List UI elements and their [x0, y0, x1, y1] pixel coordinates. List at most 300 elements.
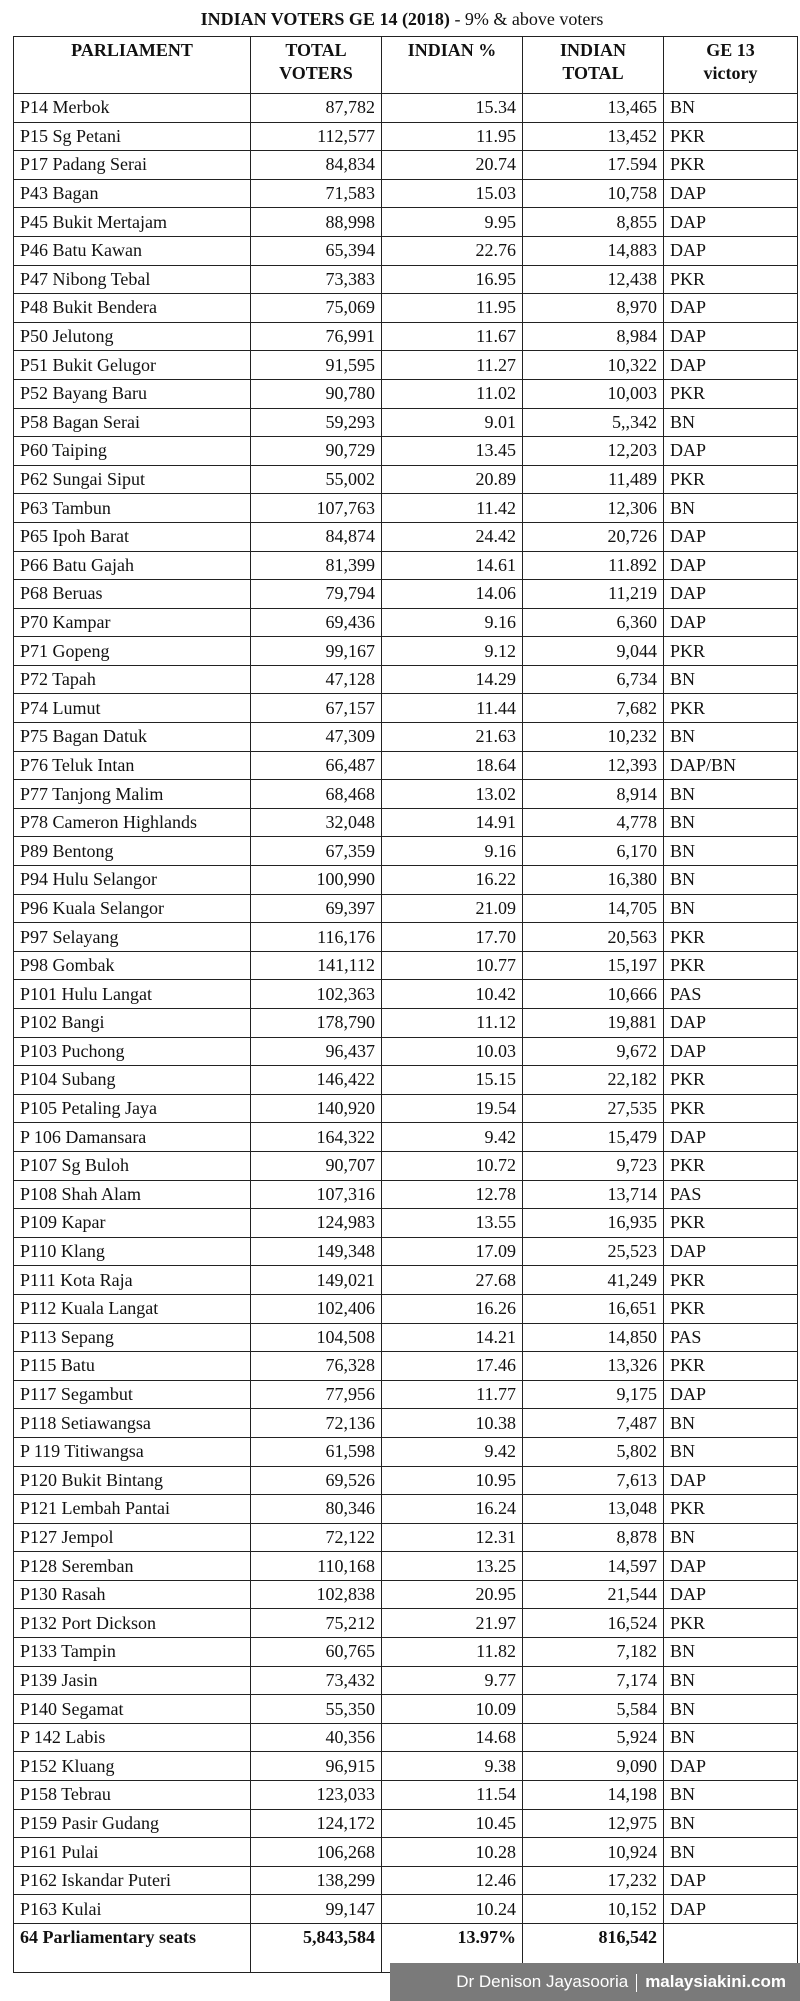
- total-voters-cell: 84,874: [251, 522, 382, 551]
- parliament-cell: P115 Batu: [14, 1352, 251, 1381]
- indian-total-cell: 10,924: [523, 1838, 664, 1867]
- indian-total-cell: 20,563: [523, 923, 664, 952]
- table-row: [14, 1380, 798, 1409]
- indian-percent-cell: 19.54: [382, 1094, 523, 1123]
- indian-percent-cell: 10.95: [382, 1466, 523, 1495]
- parliament-cell: P163 Kulai: [14, 1895, 251, 1924]
- total-voters-cell: 149,348: [251, 1237, 382, 1266]
- indian-total-cell: 25,523: [523, 1237, 664, 1266]
- ge13-victory-cell: BN: [664, 1523, 798, 1552]
- total-voters-cell: 67,157: [251, 694, 382, 723]
- column-header-2: [251, 37, 382, 94]
- indian-total-cell: 7,682: [523, 694, 664, 723]
- total-voters-cell: 72,136: [251, 1409, 382, 1438]
- parliament-cell: P97 Selayang: [14, 923, 251, 952]
- indian-total-cell: 5,,342: [523, 408, 664, 437]
- table-row: [14, 1695, 798, 1724]
- table-row: [14, 1809, 798, 1838]
- ge13-victory-cell: PAS: [664, 1180, 798, 1209]
- parliament-cell: P101 Hulu Langat: [14, 980, 251, 1009]
- header-line: VOTERS: [279, 63, 353, 83]
- title-rest: - 9% & above voters: [449, 9, 604, 29]
- indian-percent-cell: 9.38: [382, 1752, 523, 1781]
- ge13-victory-cell: BN: [664, 1781, 798, 1810]
- table-row: [14, 265, 798, 294]
- parliament-cell: P140 Segamat: [14, 1695, 251, 1724]
- indian-percent-cell: 10.72: [382, 1151, 523, 1180]
- indian-percent-cell: 11.95: [382, 122, 523, 151]
- indian-percent-cell: 11.95: [382, 294, 523, 323]
- table-row: [14, 1151, 798, 1180]
- parliament-cell: P 119 Titiwangsa: [14, 1437, 251, 1466]
- indian-total-cell: 8,855: [523, 208, 664, 237]
- parliament-cell: P60 Taiping: [14, 437, 251, 466]
- table-row: [14, 1237, 798, 1266]
- total-voters-cell: 55,002: [251, 465, 382, 494]
- ge13-victory-cell: PKR: [664, 1294, 798, 1323]
- indian-percent-cell: 17.09: [382, 1237, 523, 1266]
- ge13-victory-cell: PKR: [664, 923, 798, 952]
- ge13-victory-cell: DAP: [664, 608, 798, 637]
- parliament-cell: P161 Pulai: [14, 1838, 251, 1867]
- total-voters-cell: 80,346: [251, 1495, 382, 1524]
- indian-total-cell: 9,090: [523, 1752, 664, 1781]
- parliament-cell: P113 Sepang: [14, 1323, 251, 1352]
- total-voters-cell: 100,990: [251, 866, 382, 895]
- total-voters-cell: 76,328: [251, 1352, 382, 1381]
- indian-total-cell: 17,232: [523, 1866, 664, 1895]
- total-voters-cell: 102,363: [251, 980, 382, 1009]
- title-bold: INDIAN VOTERS GE 14 (2018): [200, 9, 450, 29]
- ge13-victory-cell: BN: [664, 866, 798, 895]
- table-row: [14, 1638, 798, 1667]
- ge13-victory-cell: DAP: [664, 1123, 798, 1152]
- indian-total-cell: 15,197: [523, 951, 664, 980]
- table-row: [14, 808, 798, 837]
- table-row: [14, 1580, 798, 1609]
- indian-percent-cell: 21.63: [382, 723, 523, 752]
- ge13-victory-cell: PAS: [664, 1323, 798, 1352]
- ge13-victory-cell: PKR: [664, 151, 798, 180]
- parliament-cell: P158 Tebrau: [14, 1781, 251, 1810]
- ge13-victory-cell: BN: [664, 1695, 798, 1724]
- indian-total-cell: 41,249: [523, 1266, 664, 1295]
- indian-percent-cell: 9.01: [382, 408, 523, 437]
- table-row: [14, 1838, 798, 1867]
- table-row: [14, 723, 798, 752]
- ge13-victory-cell: DAP: [664, 580, 798, 609]
- indian-percent-cell: 11.12: [382, 1009, 523, 1038]
- total-total-voters-cell: 5,843,584: [251, 1924, 382, 1973]
- parliament-cell: P108 Shah Alam: [14, 1180, 251, 1209]
- indian-percent-cell: 9.42: [382, 1437, 523, 1466]
- ge13-victory-cell: DAP: [664, 208, 798, 237]
- header-line: PARLIAMENT: [71, 40, 193, 60]
- total-voters-cell: 76,991: [251, 322, 382, 351]
- parliament-cell: P66 Batu Gajah: [14, 551, 251, 580]
- total-voters-cell: 67,359: [251, 837, 382, 866]
- total-voters-cell: 146,422: [251, 1066, 382, 1095]
- indian-percent-cell: 11.27: [382, 351, 523, 380]
- indian-percent-cell: 11.77: [382, 1380, 523, 1409]
- indian-total-cell: 4,778: [523, 808, 664, 837]
- ge13-victory-cell: DAP: [664, 1752, 798, 1781]
- total-voters-cell: 102,838: [251, 1580, 382, 1609]
- ge13-victory-cell: PKR: [664, 379, 798, 408]
- ge13-victory-cell: PKR: [664, 265, 798, 294]
- table-row: [14, 1009, 798, 1038]
- parliament-cell: P89 Bentong: [14, 837, 251, 866]
- table-row: [14, 122, 798, 151]
- table-row: [14, 322, 798, 351]
- column-header-5: [664, 37, 798, 94]
- parliament-cell: P17 Padang Serai: [14, 151, 251, 180]
- indian-total-cell: 11,489: [523, 465, 664, 494]
- ge13-victory-cell: BN: [664, 1723, 798, 1752]
- table-row: [14, 1094, 798, 1123]
- column-header-4: [523, 37, 664, 94]
- indian-total-cell: 13,452: [523, 122, 664, 151]
- parliament-cell: P162 Iskandar Puteri: [14, 1866, 251, 1895]
- indian-percent-cell: 13.02: [382, 780, 523, 809]
- total-voters-cell: 102,406: [251, 1294, 382, 1323]
- total-voters-cell: 90,707: [251, 1151, 382, 1180]
- document-title: [12, 6, 792, 32]
- parliament-cell: P62 Sungai Siput: [14, 465, 251, 494]
- table-row: [14, 408, 798, 437]
- ge13-victory-cell: PKR: [664, 1609, 798, 1638]
- table-row: [14, 437, 798, 466]
- indian-total-cell: 16,380: [523, 866, 664, 895]
- indian-percent-cell: 12.46: [382, 1866, 523, 1895]
- indian-total-cell: 6,170: [523, 837, 664, 866]
- total-voters-cell: 40,356: [251, 1723, 382, 1752]
- ge13-victory-cell: BN: [664, 665, 798, 694]
- indian-total-cell: 22,182: [523, 1066, 664, 1095]
- total-voters-cell: 73,383: [251, 265, 382, 294]
- ge13-victory-cell: PKR: [664, 465, 798, 494]
- indian-percent-cell: 10.03: [382, 1037, 523, 1066]
- indian-total-cell: 16,524: [523, 1609, 664, 1638]
- parliament-cell: P133 Tampin: [14, 1638, 251, 1667]
- indian-percent-cell: 22.76: [382, 236, 523, 265]
- indian-percent-cell: 18.64: [382, 751, 523, 780]
- ge13-victory-cell: DAP: [664, 351, 798, 380]
- ge13-victory-cell: BN: [664, 837, 798, 866]
- table-row: [14, 522, 798, 551]
- parliament-cell: P94 Hulu Selangor: [14, 866, 251, 895]
- indian-total-cell: 14,198: [523, 1781, 664, 1810]
- indian-percent-cell: 27.68: [382, 1266, 523, 1295]
- indian-total-cell: 27,535: [523, 1094, 664, 1123]
- table-row: [14, 94, 798, 123]
- ge13-victory-cell: DAP: [664, 437, 798, 466]
- table-row: [14, 1666, 798, 1695]
- total-voters-cell: 138,299: [251, 1866, 382, 1895]
- parliament-cell: P76 Teluk Intan: [14, 751, 251, 780]
- indian-percent-cell: 13.25: [382, 1552, 523, 1581]
- total-voters-cell: 124,983: [251, 1209, 382, 1238]
- indian-total-cell: 10,322: [523, 351, 664, 380]
- indian-percent-cell: 14.06: [382, 580, 523, 609]
- header-line: TOTAL: [285, 40, 347, 60]
- indian-percent-cell: 10.45: [382, 1809, 523, 1838]
- table-row: [14, 1437, 798, 1466]
- indian-total-cell: 8,984: [523, 322, 664, 351]
- indian-percent-cell: 24.42: [382, 522, 523, 551]
- brand-credit: malaysiakini.com: [645, 1972, 786, 1991]
- ge13-victory-cell: DAP: [664, 236, 798, 265]
- ge13-victory-cell: DAP: [664, 179, 798, 208]
- total-voters-cell: 96,437: [251, 1037, 382, 1066]
- table-row: [14, 1066, 798, 1095]
- total-voters-cell: 72,122: [251, 1523, 382, 1552]
- indian-percent-cell: 20.89: [382, 465, 523, 494]
- indian-percent-cell: 11.02: [382, 379, 523, 408]
- ge13-victory-cell: BN: [664, 894, 798, 923]
- ge13-victory-cell: DAP: [664, 1895, 798, 1924]
- parliament-cell: P52 Bayang Baru: [14, 379, 251, 408]
- table-row: [14, 780, 798, 809]
- table-row: [14, 551, 798, 580]
- total-voters-cell: 123,033: [251, 1781, 382, 1810]
- ge13-victory-cell: BN: [664, 494, 798, 523]
- parliament-cell: P77 Tanjong Malim: [14, 780, 251, 809]
- table-row: [14, 665, 798, 694]
- total-voters-cell: 116,176: [251, 923, 382, 952]
- indian-percent-cell: 11.44: [382, 694, 523, 723]
- table-row: [14, 894, 798, 923]
- indian-percent-cell: 20.95: [382, 1580, 523, 1609]
- indian-total-cell: 12,393: [523, 751, 664, 780]
- author-credit: Dr Denison Jayasooria: [456, 1972, 629, 1991]
- indian-total-cell: 14,850: [523, 1323, 664, 1352]
- parliament-cell: P71 Gopeng: [14, 637, 251, 666]
- indian-total-cell: 9,175: [523, 1380, 664, 1409]
- table-row: [14, 294, 798, 323]
- indian-percent-cell: 9.95: [382, 208, 523, 237]
- ge13-victory-cell: DAP: [664, 551, 798, 580]
- ge13-victory-cell: BN: [664, 1838, 798, 1867]
- total-voters-cell: 107,316: [251, 1180, 382, 1209]
- total-voters-cell: 96,915: [251, 1752, 382, 1781]
- indian-total-cell: 13,048: [523, 1495, 664, 1524]
- header-line: victory: [703, 63, 758, 83]
- parliament-cell: P121 Lembah Pantai: [14, 1495, 251, 1524]
- parliament-cell: P130 Rasah: [14, 1580, 251, 1609]
- parliament-cell: P45 Bukit Mertajam: [14, 208, 251, 237]
- indian-total-cell: 6,360: [523, 608, 664, 637]
- total-voters-cell: 71,583: [251, 179, 382, 208]
- ge13-victory-cell: DAP: [664, 1037, 798, 1066]
- total-indian-percent-cell: 13.97%: [382, 1924, 523, 1973]
- parliament-cell: P96 Kuala Selangor: [14, 894, 251, 923]
- parliament-cell: P47 Nibong Tebal: [14, 265, 251, 294]
- indian-percent-cell: 11.82: [382, 1638, 523, 1667]
- parliament-cell: P112 Kuala Langat: [14, 1294, 251, 1323]
- table-body: [14, 94, 798, 1973]
- indian-percent-cell: 13.55: [382, 1209, 523, 1238]
- indian-percent-cell: 16.95: [382, 265, 523, 294]
- table-row: [14, 1209, 798, 1238]
- total-voters-cell: 77,956: [251, 1380, 382, 1409]
- indian-total-cell: 10,758: [523, 179, 664, 208]
- indian-percent-cell: 14.68: [382, 1723, 523, 1752]
- total-voters-cell: 68,468: [251, 780, 382, 809]
- total-voters-cell: 112,577: [251, 122, 382, 151]
- indian-total-cell: 10,232: [523, 723, 664, 752]
- ge13-victory-cell: PKR: [664, 1209, 798, 1238]
- total-voters-cell: 164,322: [251, 1123, 382, 1152]
- total-voters-cell: 60,765: [251, 1638, 382, 1667]
- indian-total-cell: 12,203: [523, 437, 664, 466]
- total-voters-cell: 66,487: [251, 751, 382, 780]
- indian-percent-cell: 14.29: [382, 665, 523, 694]
- table-row: [14, 1781, 798, 1810]
- ge13-victory-cell: BN: [664, 1666, 798, 1695]
- parliament-cell: P104 Subang: [14, 1066, 251, 1095]
- parliament-cell: P48 Bukit Bendera: [14, 294, 251, 323]
- ge13-victory-cell: BN: [664, 780, 798, 809]
- indian-total-cell: 14,597: [523, 1552, 664, 1581]
- indian-percent-cell: 21.97: [382, 1609, 523, 1638]
- table-row: [14, 1123, 798, 1152]
- ge13-victory-cell: PKR: [664, 1352, 798, 1381]
- indian-percent-cell: 13.45: [382, 437, 523, 466]
- table-row: [14, 1323, 798, 1352]
- ge13-victory-cell: BN: [664, 723, 798, 752]
- indian-total-cell: 7,487: [523, 1409, 664, 1438]
- table-row: [14, 151, 798, 180]
- indian-total-cell: 20,726: [523, 522, 664, 551]
- parliament-cell: P50 Jelutong: [14, 322, 251, 351]
- total-voters-cell: 104,508: [251, 1323, 382, 1352]
- table-row: [14, 465, 798, 494]
- total-voters-cell: 69,397: [251, 894, 382, 923]
- total-voters-cell: 32,048: [251, 808, 382, 837]
- indian-percent-cell: 20.74: [382, 151, 523, 180]
- ge13-victory-cell: PKR: [664, 637, 798, 666]
- header-line: INDIAN: [559, 40, 626, 60]
- indian-total-cell: 16,935: [523, 1209, 664, 1238]
- parliament-cell: P78 Cameron Highlands: [14, 808, 251, 837]
- indian-percent-cell: 11.42: [382, 494, 523, 523]
- total-voters-cell: 140,920: [251, 1094, 382, 1123]
- indian-percent-cell: 12.31: [382, 1523, 523, 1552]
- parliament-cell: P51 Bukit Gelugor: [14, 351, 251, 380]
- indian-total-cell: 14,705: [523, 894, 664, 923]
- ge13-victory-cell: PKR: [664, 1266, 798, 1295]
- table-row: [14, 1723, 798, 1752]
- ge13-victory-cell: DAP: [664, 1380, 798, 1409]
- credit-footer: [390, 1963, 800, 2001]
- table-row: [14, 379, 798, 408]
- table-row: [14, 1352, 798, 1381]
- parliament-cell: P110 Klang: [14, 1237, 251, 1266]
- total-voters-cell: 110,168: [251, 1552, 382, 1581]
- ge13-victory-cell: DAP/BN: [664, 751, 798, 780]
- indian-total-cell: 14,883: [523, 236, 664, 265]
- total-voters-cell: 79,794: [251, 580, 382, 609]
- indian-total-cell: 17.594: [523, 151, 664, 180]
- indian-percent-cell: 9.12: [382, 637, 523, 666]
- total-voters-cell: 88,998: [251, 208, 382, 237]
- indian-total-cell: 5,924: [523, 1723, 664, 1752]
- table-row: [14, 1037, 798, 1066]
- parliament-cell: P152 Kluang: [14, 1752, 251, 1781]
- parliament-cell: P109 Kapar: [14, 1209, 251, 1238]
- table-row: [14, 1523, 798, 1552]
- parliament-cell: P102 Bangi: [14, 1009, 251, 1038]
- table-row: [14, 1180, 798, 1209]
- table-row: [14, 1752, 798, 1781]
- table-row: [14, 351, 798, 380]
- table-row: [14, 1495, 798, 1524]
- total-voters-cell: 61,598: [251, 1437, 382, 1466]
- ge13-victory-cell: DAP: [664, 1866, 798, 1895]
- ge13-victory-cell: BN: [664, 408, 798, 437]
- total-voters-cell: 90,780: [251, 379, 382, 408]
- indian-total-cell: 7,174: [523, 1666, 664, 1695]
- indian-percent-cell: 16.24: [382, 1495, 523, 1524]
- indian-percent-cell: 15.34: [382, 94, 523, 123]
- parliament-cell: P107 Sg Buloh: [14, 1151, 251, 1180]
- parliament-cell: P65 Ipoh Barat: [14, 522, 251, 551]
- ge13-victory-cell: DAP: [664, 522, 798, 551]
- ge13-victory-cell: PKR: [664, 694, 798, 723]
- parliament-cell: P70 Kampar: [14, 608, 251, 637]
- parliament-cell: P132 Port Dickson: [14, 1609, 251, 1638]
- ge13-victory-cell: BN: [664, 1409, 798, 1438]
- total-voters-cell: 47,309: [251, 723, 382, 752]
- ge13-victory-cell: PAS: [664, 980, 798, 1009]
- total-indian-total-cell: 816,542: [523, 1924, 664, 1973]
- table-row: [14, 179, 798, 208]
- table-row: [14, 1552, 798, 1581]
- parliament-cell: P103 Puchong: [14, 1037, 251, 1066]
- indian-percent-cell: 9.77: [382, 1666, 523, 1695]
- parliament-cell: P14 Merbok: [14, 94, 251, 123]
- table-row: [14, 837, 798, 866]
- total-voters-cell: 90,729: [251, 437, 382, 466]
- total-parliament-cell: 64 Parliamentary seats: [14, 1924, 251, 1973]
- indian-total-cell: 9,723: [523, 1151, 664, 1180]
- table-row: [14, 208, 798, 237]
- parliament-cell: P105 Petaling Jaya: [14, 1094, 251, 1123]
- indian-total-cell: 11.892: [523, 551, 664, 580]
- indian-total-cell: 9,044: [523, 637, 664, 666]
- indian-total-cell: 8,878: [523, 1523, 664, 1552]
- parliament-cell: P72 Tapah: [14, 665, 251, 694]
- ge13-victory-cell: BN: [664, 808, 798, 837]
- parliament-cell: P63 Tambun: [14, 494, 251, 523]
- total-voters-cell: 69,436: [251, 608, 382, 637]
- total-voters-cell: 91,595: [251, 351, 382, 380]
- table-row: [14, 980, 798, 1009]
- indian-percent-cell: 10.42: [382, 980, 523, 1009]
- ge13-victory-cell: PKR: [664, 1495, 798, 1524]
- indian-percent-cell: 16.26: [382, 1294, 523, 1323]
- ge13-victory-cell: DAP: [664, 1580, 798, 1609]
- table-row: [14, 1895, 798, 1924]
- indian-percent-cell: 10.38: [382, 1409, 523, 1438]
- table-row: [14, 1866, 798, 1895]
- ge13-victory-cell: BN: [664, 1638, 798, 1667]
- indian-total-cell: 13,714: [523, 1180, 664, 1209]
- ge13-victory-cell: BN: [664, 1437, 798, 1466]
- indian-percent-cell: 15.15: [382, 1066, 523, 1095]
- indian-total-cell: 9,672: [523, 1037, 664, 1066]
